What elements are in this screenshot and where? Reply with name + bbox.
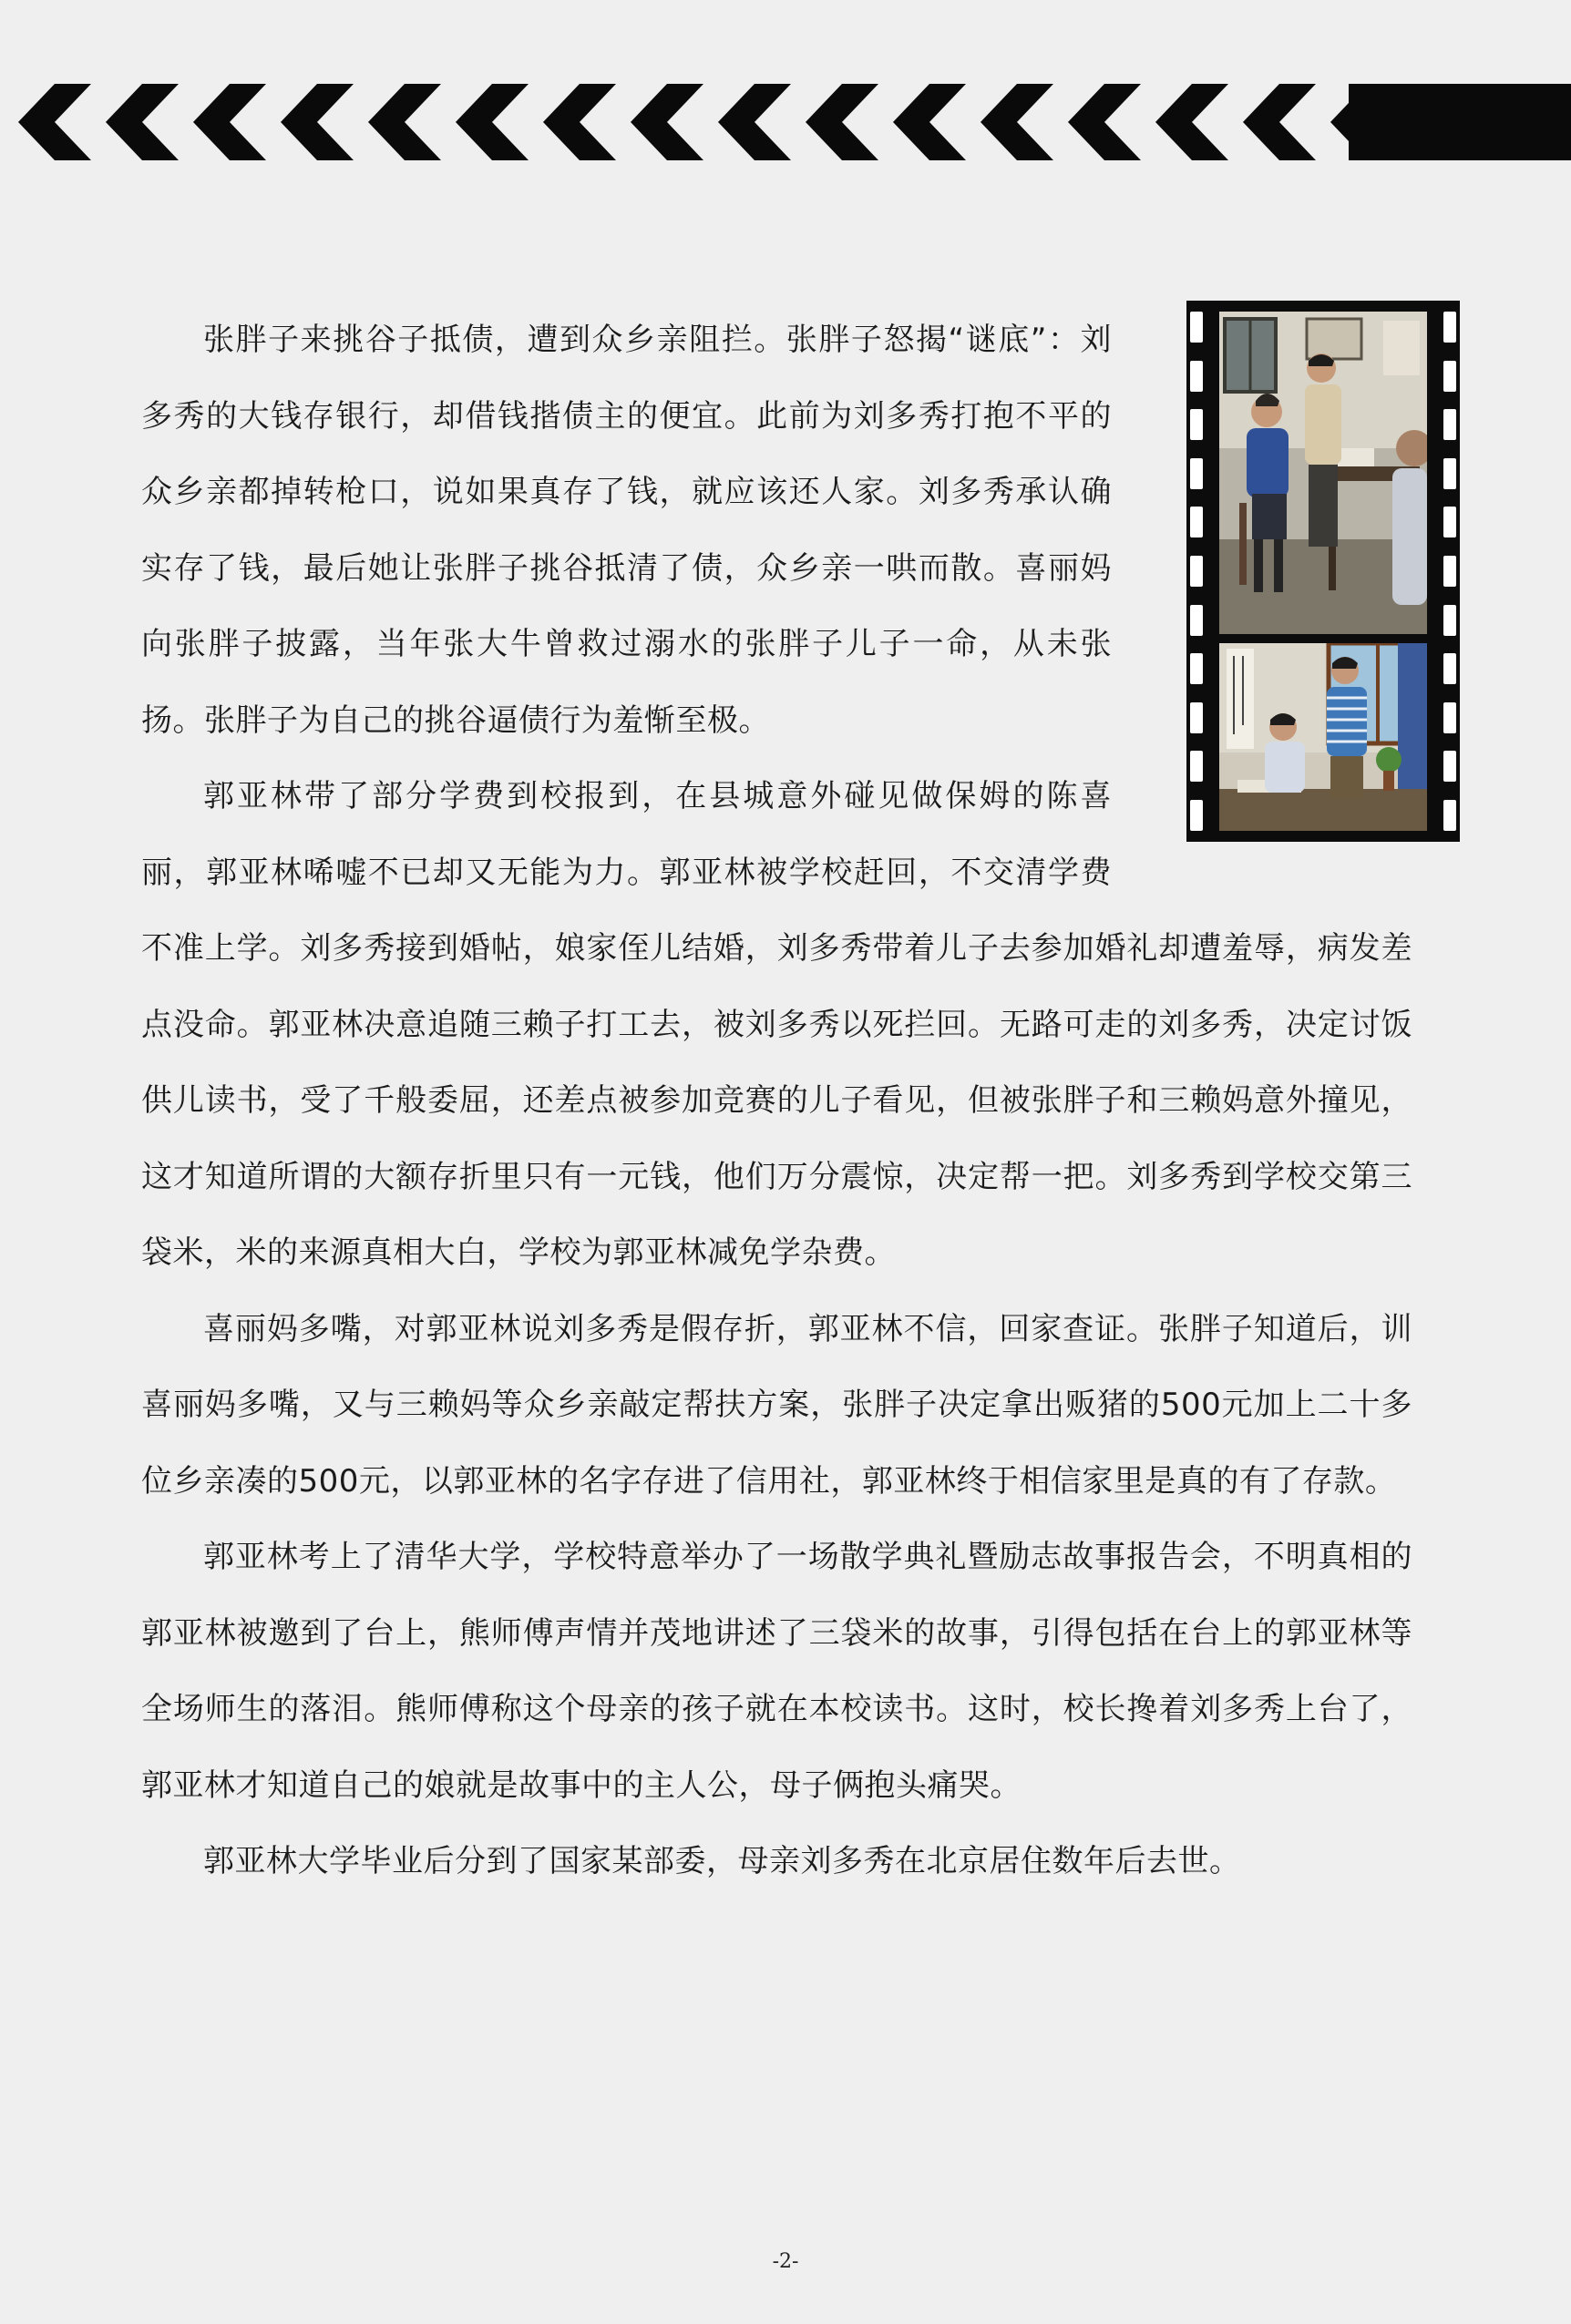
film-perforations-right xyxy=(1443,312,1456,831)
paragraph-5: 郭亚林大学毕业后分到了国家某部委，母亲刘多秀在北京居住数年后去世。 xyxy=(203,1843,1241,1879)
page-number: -2- xyxy=(772,2250,799,2273)
chevron-banner-graphic xyxy=(0,84,1571,160)
paragraph-2: 郭亚林带了部分学费到校报到，在县城意外碰见做保姆的陈喜丽，郭亚林唏嘘不已却又无能为力。郭亚林被学校赶回，不交清学费不准上学。刘多秀接到婚帖，娘家侄儿结婚，刘多秀带着儿子去参加婚礼却遭羞辱，病发差点没命。郭亚林决意追随三赖子打工去，被刘多秀以死拦回。无路可走的刘多秀，决定讨饭供儿读书，受了千般委屈，还差点被参加竞赛的儿子看见，但被张胖子和三赖妈意外撞见，这才知道所谓的大额存折里只有一元钱，他们万分震惊，决定帮一把。刘多秀到学校交第三袋米，米的来源真相大白，学校为郭亚林减免学杂费。 xyxy=(141,778,1412,1271)
article-body xyxy=(141,302,1412,1900)
paragraph-3: 喜丽妈多嘴，对郭亚林说刘多秀是假存折，郭亚林不信，回家查证。张胖子知道后，训喜丽妈多嘴，又与三赖妈等众乡亲敲定帮扶方案，张胖子决定拿出贩猪的500元加上二十多位乡亲凑的500元，以郭亚林的名字存进了信用社，郭亚林终于相信家里是真的有了存款。 xyxy=(141,1310,1412,1500)
paragraph-4: 郭亚林考上了清华大学，学校特意举办了一场散学典礼暨励志故事报告会，不明真相的郭亚林被邀到了台上，熊师傅声情并茂地讲述了三袋米的故事，引得包括在台上的郭亚林等全场师生的落泪。熊师傅称这个母亲的孩子就在本校读书。这时，校长搀着刘多秀上台了，郭亚林才知道自己的娘就是故事中的主人公，母子俩抱头痛哭。 xyxy=(141,1539,1412,1804)
chevron-banner xyxy=(0,84,1571,160)
paragraph-1: 张胖子来挑谷子抵债，遭到众乡亲阻拦。张胖子怒揭“谜底”：刘多秀的大钱存银行，却借钱揩债主的便宜。此前为刘多秀打抱不平的众乡亲都掉转枪口，说如果真存了钱，就应该还人家。刘多秀承认确实存了钱，最后她让张胖子挑谷抵清了债，众乡亲一哄而散。喜丽妈向张胖子披露，当年张大牛曾救过溺水的张胖子儿子一命，从未张扬。张胖子为自己的挑谷逼债行为羞惭至极。 xyxy=(141,322,1112,739)
film-strip-wrap-space xyxy=(1112,301,1412,842)
